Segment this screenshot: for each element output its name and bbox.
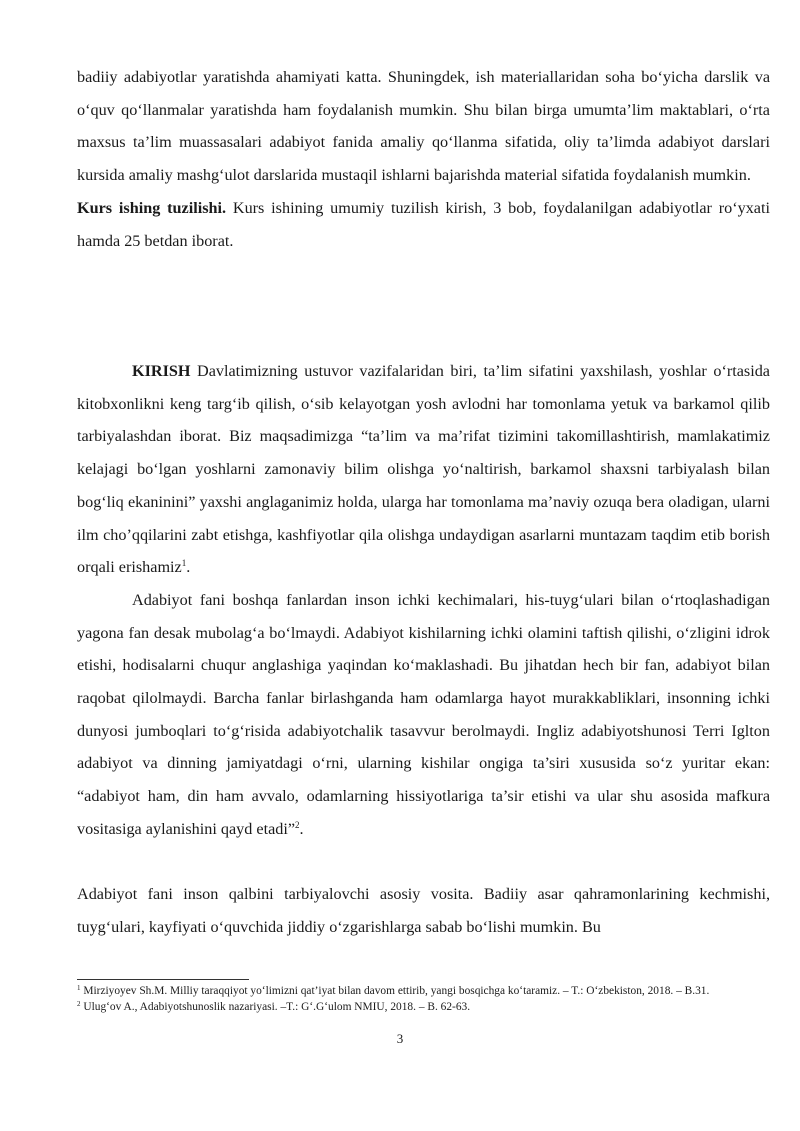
footnote-1-number: 1 [77, 984, 81, 992]
footnote-2 [77, 1000, 770, 1015]
intro-continuation-block [77, 61, 770, 257]
footnote-ref-2: 2 [295, 819, 300, 830]
footnote-2-number: 2 [77, 1000, 81, 1008]
paragraph-continuation: badiiy adabiyotlar yaratishda ahamiyati katta. Shuningdek, ish materiallaridan soha bo‘yicha darslik va o‘quv qo‘llanmalar yaratishda ham foydalanish mumkin. Shu bilan birga umumta’lim maktablari, o‘rta maxsus ta’lim muassasalari adabiyot fanida amaliy qo‘llanma sifatida, oliy ta’limda adabiyot darslari kursida amaliy mashg‘ulot darslarida mustaqil ishlarni bajarishda material sifatida foydalanish mumkin. [77, 68, 770, 185]
paragraph-structure [77, 192, 770, 257]
footnote-ref-1: 1 [181, 558, 187, 569]
adabiyot-end: . [299, 819, 304, 838]
page-number: 3 [396, 1031, 404, 1046]
kirish-section [77, 355, 770, 846]
paragraph-adabiyot [77, 584, 770, 846]
kirish-end: . [186, 558, 191, 577]
kirish-heading: KIRISH [132, 362, 191, 380]
footnote-1 [77, 984, 770, 999]
paragraph-last: Adabiyot fani inson qalbini tarbiyalovchi asosiy vosita. Badiiy asar qahramonlarining kechmishi, tuyg‘ulari, kayfiyati o‘quvchida jiddiy o‘zgarishlarga sabab bo‘lishi mumkin. Bu [77, 885, 770, 936]
structure-heading: Kurs ishing tuzilishi. [77, 198, 227, 217]
footnote-2-text: Ulug‘ov A., Adabiyotshunoslik nazariyasi. –T.: G‘.G‘ulom NMIU, 2018. – B. 62-63. [83, 1001, 471, 1013]
kirish-text: Davlatimizning ustuvor vazifalaridan biri, ta’lim sifatini yaxshilash, yoshlar o‘rtasida kitobxonlikni keng targ‘ib qilish, o‘sib kelayotgan yosh avlodni har tomonlama yetuk va barkamol qilib tarbiyalashdan iborat. Biz maqsadimizga “ta’lim va ma’rifat tizimini takomillashtirish, mamlakatimiz kelajagi bo‘lgan yoshlarni zamonaviy bilim olishga yo‘naltirish, barkamol shaxsni tarbiyalash bilan bog‘liq ekaninini” yaxshi anglaganimiz holda, ularga har tomonlama ma’naviy ozuqa bera oladigan, ularni ilm cho’qqilarini zabt etishga, kashfiyotlar qila olishga undaydigan asarlarni muntazam taqdim etib borish orqali erishamiz [77, 362, 770, 577]
footnote-separator [77, 979, 249, 980]
paragraph-kirish [77, 355, 770, 584]
footnote-1-text: Mirziyoyev Sh.M. Milliy taraqqiyot yo‘limizni qat’iyat bilan davom ettirib, yangi bosqichga ko‘taramiz. – T.: O‘zbekiston, 2018. – B.31. [83, 985, 710, 997]
adabiyot-text: Adabiyot fani boshqa fanlardan inson ichki kechimalari, his-tuyg‘ulari bilan o‘rtoqlashadigan yagona fan desak mubolag‘a bo‘lmaydi. Adabiyot kishilarning ichki olamini taftish qilishi, o‘zligini idrok etishi, hodisalarni chuqur anglashiga yaqindan ko‘maklashadi. Bu jihatdan hech bir fan, adabiyot bilan raqobat qilolmaydi. Barcha fanlar birlashganda ham odamlarga hayot murakkabliklari, insonning ichki dunyosi jumboqlari to‘g‘risida adabiyotchalik tasavvur berolmaydi. Ingliz adabiyotshunosi Terri Iglton adabiyot va dinning jamiyatdagi o‘rni, ularning kishilar ongiga ta’siri xususida so‘z yuritar ekan: “adabiyot ham, din ham avvalo, odamlarning hissiyotlariga ta’sir etishi va ular shu asosida mafkura vositasiga aylanishini qayd etadi” [77, 590, 770, 838]
closing-block [77, 878, 770, 943]
structure-text: Kurs ishining umumiy tuzilish kirish, 3 bob, foydalanilgan adabiyotlar ro‘yxati hamda 25 betdan iborat. [77, 198, 770, 250]
footnotes [77, 984, 770, 1016]
